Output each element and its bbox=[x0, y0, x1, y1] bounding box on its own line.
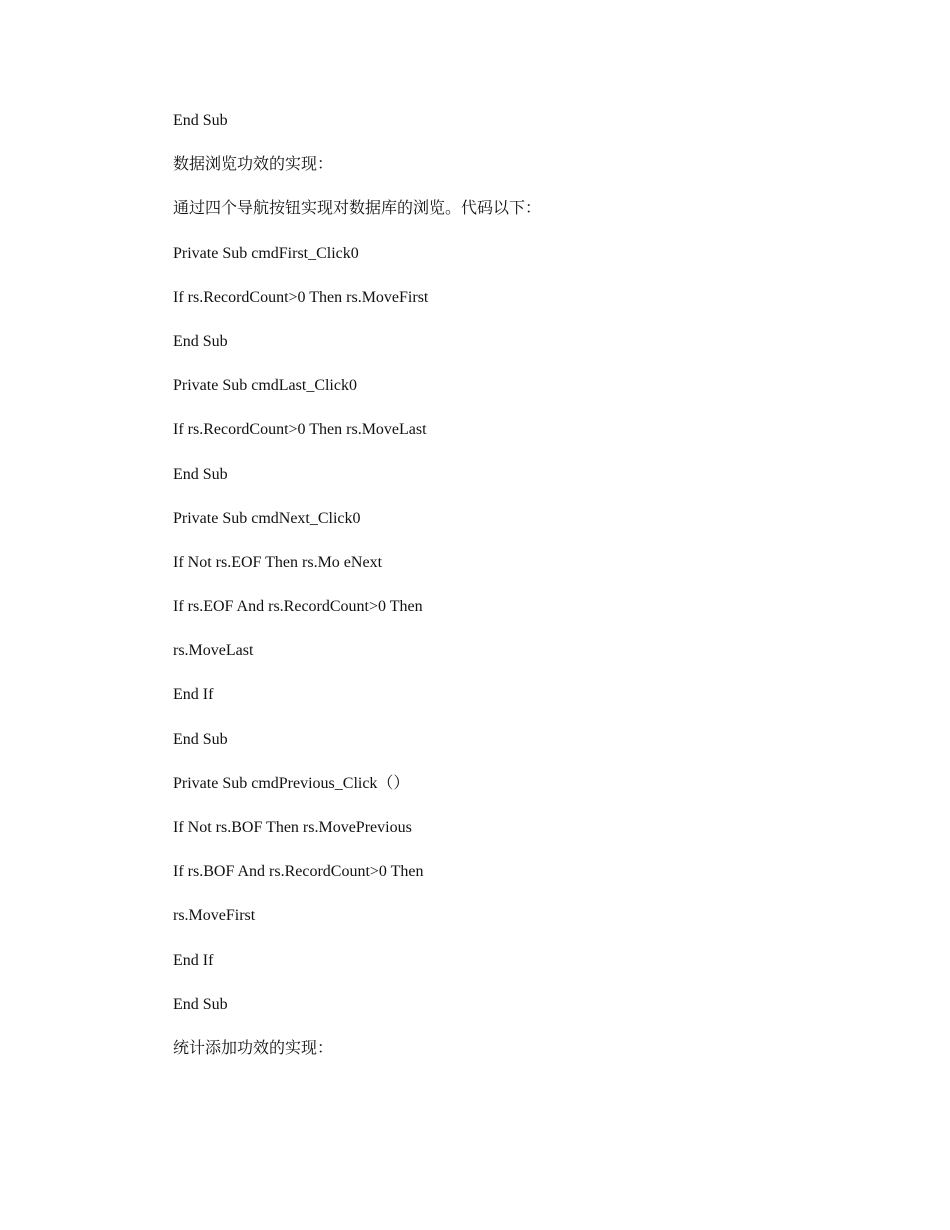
code-line: If rs.BOF And rs.RecordCount>0 Then bbox=[173, 863, 424, 881]
code-line: rs.MoveFirst bbox=[173, 907, 256, 925]
code-line: Private Sub cmdPrevious_Click（） bbox=[173, 774, 410, 792]
text-line: 通过四个导航按钮实现对数据库的浏览。代码以下： bbox=[173, 200, 542, 218]
section-heading: 数据浏览功效的实现： bbox=[173, 156, 334, 174]
code-line: If rs.RecordCount>0 Then rs.MoveLast bbox=[173, 421, 427, 439]
code-line: If Not rs.EOF Then rs.Mo eNext bbox=[173, 553, 383, 571]
code-line: If rs.RecordCount>0 Then rs.MoveFirst bbox=[173, 288, 429, 306]
code-line: rs.MoveLast bbox=[173, 642, 254, 660]
code-line: End Sub bbox=[173, 730, 228, 748]
code-line: End Sub bbox=[173, 332, 228, 350]
code-line: Private Sub cmdFirst_Click0 bbox=[173, 244, 359, 262]
section-heading: 统计添加功效的实现： bbox=[173, 1039, 334, 1057]
code-line: End Sub bbox=[173, 465, 228, 483]
code-line: Private Sub cmdLast_Click0 bbox=[173, 377, 357, 395]
code-line: If rs.EOF And rs.RecordCount>0 Then bbox=[173, 598, 423, 616]
code-line: If Not rs.BOF Then rs.MovePrevious bbox=[173, 819, 412, 836]
text-line: End Sub bbox=[173, 112, 228, 129]
document-body bbox=[173, 110, 873, 1082]
code-line: End If bbox=[173, 686, 214, 704]
code-line: End Sub bbox=[173, 995, 228, 1013]
code-line: End If bbox=[173, 951, 214, 969]
code-line: Private Sub cmdNext_Click0 bbox=[173, 509, 361, 527]
